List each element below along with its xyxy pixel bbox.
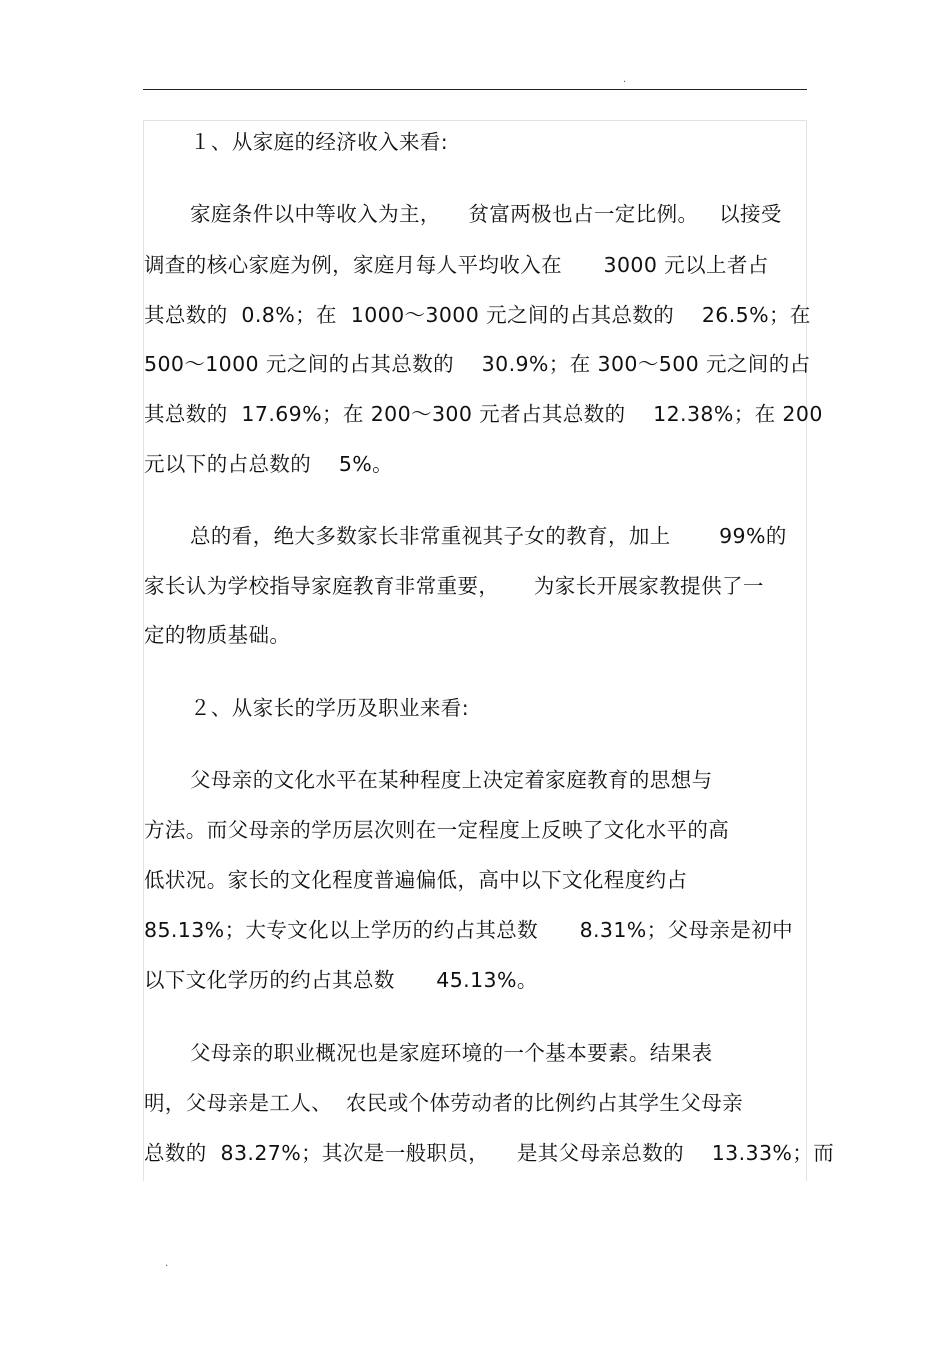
paragraph-line: 以下文化学历的约占其总数 45.13%。 [144,968,538,992]
paragraph-line: 总的看，绝大多数家长非常重视其子女的教育，加上 99%的 [190,524,787,548]
paragraph-line: 定的物质基础。 [144,623,291,647]
paragraph-line: 85.13%；大专文化以上学历的约占其总数 8.31%；父母亲是初中 [144,918,793,942]
content-frame [143,120,807,1181]
footer-dot: . [165,1258,169,1269]
paragraph-line: 其总数的 17.69%；在 200～300 元者占其总数的 12.38%；在 200 [144,402,823,426]
paragraph-line: 总数的 83.27%；其次是一般职员， 是其父母亲总数的 13.33%；而 [144,1141,835,1165]
header-dot: . [623,74,627,85]
paragraph-line: 家庭条件以中等收入为主， 贫富两极也占一定比例。 以接受 [190,202,782,226]
paragraph-line: 家长认为学校指导家庭教育非常重要， 为家长开展家教提供了一 [144,574,764,598]
paragraph-line: 调查的核心家庭为例，家庭月每人平均收入在 3000 元以上者占 [144,253,769,277]
section-2-heading: ２、从家长的学历及职业来看: [190,696,470,720]
paragraph-line: 低状况。家长的文化程度普遍偏低，高中以下文化程度约占 [144,868,688,892]
paragraph-line: 父母亲的文化水平在某种程度上决定着家庭教育的思想与 [190,768,713,792]
paragraph-line: 方法。而父母亲的学历层次则在一定程度上反映了文化水平的高 [144,818,730,842]
section-1-heading: １、从家庭的经济收入来看: [190,130,449,154]
paragraph-line: 元以下的占总数的 5%。 [144,452,394,476]
paragraph-line: 父母亲的职业概况也是家庭环境的一个基本要素。结果表 [190,1041,713,1065]
paragraph-line: 500～1000 元之间的占其总数的 30.9%；在 300～500 元之间的占 [144,352,811,376]
paragraph-line: 明，父母亲是工人、 农民或个体劳动者的比例约占其学生父母亲 [144,1091,744,1115]
paragraph-line: 其总数的 0.8%；在 1000～3000 元之间的占其总数的 26.5%；在 [144,303,811,327]
header-rule [143,89,807,90]
